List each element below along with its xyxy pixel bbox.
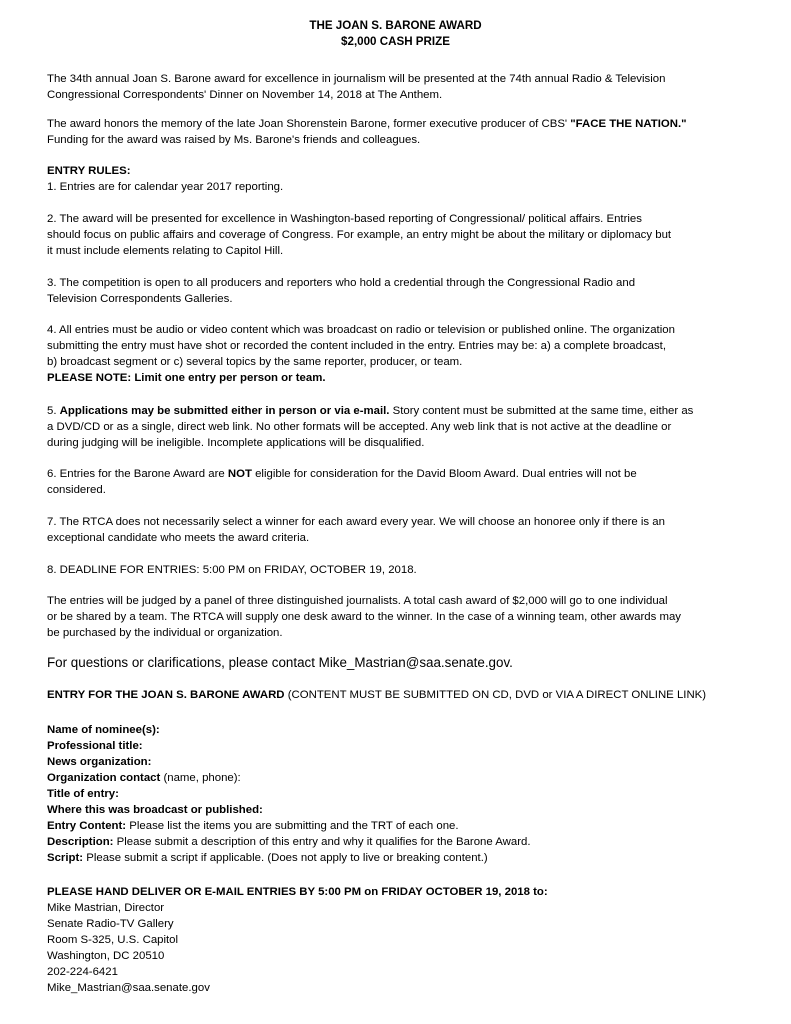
field-description: Description: Please submit a description of this entry and why it qualifies for the Barone Award. <box>47 836 531 848</box>
address-name: Mike Mastrian, Director <box>47 902 165 914</box>
field-organization-contact: Organization contact (name, phone): <box>47 772 241 784</box>
address-email: Mike_Mastrian@saa.senate.gov <box>47 982 210 994</box>
address-phone: 202-224-6421 <box>47 966 118 978</box>
intro-paragraph-1 <box>47 71 747 103</box>
text-line: 2. The award will be presented for excellence in Washington-based reporting of Congressional/ political affairs. Entries <box>47 213 642 225</box>
award-title: THE JOAN S. BARONE AWARD <box>309 19 482 32</box>
field-entry-content: Entry Content: Please list the items you are submitting and the TRT of each one. <box>47 820 459 832</box>
text-line: 4. All entries must be audio or video content which was broadcast on radio or television or published online. The organization <box>47 324 675 336</box>
rule-1: 1. Entries are for calendar year 2017 reporting. <box>47 181 284 193</box>
rule-7 <box>47 514 747 546</box>
judging-paragraph <box>47 593 747 641</box>
text-line: 5. Applications may be submitted either in person or via e-mail. Story content must be submitted at the same time, either as <box>47 405 694 417</box>
text-line: it must include elements relating to Capitol Hill. <box>47 245 284 257</box>
rule-8-deadline: 8. DEADLINE FOR ENTRIES: 5:00 PM on FRIDAY, OCTOBER 19, 2018. <box>47 564 417 576</box>
delivery-address <box>47 900 747 996</box>
address-office: Senate Radio-TV Gallery <box>47 918 174 930</box>
entry-form-heading: ENTRY FOR THE JOAN S. BARONE AWARD (CONTENT MUST BE SUBMITTED ON CD, DVD or VIA A DIRECT ONLINE LINK) <box>47 689 707 701</box>
text-line: b) broadcast segment or c) several topics by the same reporter, producer, or team. <box>47 356 463 368</box>
show-name: "FACE THE NATION." <box>570 118 687 130</box>
address-city: Washington, DC 20510 <box>47 950 165 962</box>
address-room: Room S-325, U.S. Capitol <box>47 934 179 946</box>
rule-3 <box>47 275 747 307</box>
rule-4-note: PLEASE NOTE: Limit one entry per person or team. <box>47 372 326 384</box>
field-title-of-entry: Title of entry: <box>47 788 119 800</box>
entry-rules-heading: ENTRY RULES: <box>47 165 131 177</box>
rule-4 <box>47 322 747 386</box>
text-line: should focus on public affairs and coverage of Congress. For example, an entry might be about the military or diplomacy but <box>47 229 672 241</box>
text-line: The 34th annual Joan S. Barone award for excellence in journalism will be presented at the 74th annual Radio & Television <box>47 73 666 85</box>
field-script: Script: Please submit a script if applicable. (Does not apply to live or breaking content.) <box>47 852 488 864</box>
field-nominee: Name of nominee(s): <box>47 724 160 736</box>
intro-paragraph-2 <box>47 116 747 148</box>
text-line: during judging will be ineligible. Incomplete applications will be disqualified. <box>47 437 425 449</box>
field-where-broadcast: Where this was broadcast or published: <box>47 804 263 816</box>
text-line: be purchased by the individual or organization. <box>47 627 283 639</box>
text-line: 7. The RTCA does not necessarily select a winner for each award every year. We will choose an honoree only if there is an <box>47 516 665 528</box>
entry-form-fields <box>47 722 747 866</box>
text-line: or be shared by a team. The RTCA will supply one desk award to the winner. In the case of a winning team, other awards may <box>47 611 681 623</box>
text-line: exceptional candidate who meets the award criteria. <box>47 532 310 544</box>
field-professional-title: Professional title: <box>47 740 143 752</box>
field-news-organization: News organization: <box>47 756 152 768</box>
award-subtitle: $2,000 CASH PRIZE <box>341 35 450 48</box>
text-line: The entries will be judged by a panel of three distinguished journalists. A total cash award of $2,000 will go to one individual <box>47 595 668 607</box>
text-line: 6. Entries for the Barone Award are NOT eligible for consideration for the David Bloom Award. Dual entries will not be <box>47 468 637 480</box>
text-line: 3. The competition is open to all producers and reporters who hold a credential through the Congressional Radio and <box>47 277 636 289</box>
text-line: Television Correspondents Galleries. <box>47 293 233 305</box>
text-line: a DVD/CD or as a single, direct web link. No other formats will be accepted. Any web link that is not active at the deadline or <box>47 421 672 433</box>
text-line: considered. <box>47 484 106 496</box>
text-line: submitting the entry must have shot or recorded the content included in the entry. Entries may be: a) a complete broadcast, <box>47 340 667 352</box>
rule-2 <box>47 211 747 259</box>
text-line: Congressional Correspondents' Dinner on November 14, 2018 at The Anthem. <box>47 89 443 101</box>
text-line: The award honors the memory of the late Joan Shorenstein Barone, former executive producer of CBS' "FACE THE NATION." <box>47 118 687 130</box>
text-line: Funding for the award was raised by Ms. Barone's friends and colleagues. <box>47 134 421 146</box>
rule-6 <box>47 466 747 498</box>
delivery-heading: PLEASE HAND DELIVER OR E-MAIL ENTRIES BY 5:00 PM on FRIDAY OCTOBER 19, 2018 to: <box>47 886 548 898</box>
rule-5 <box>47 403 747 451</box>
contact-note: For questions or clarifications, please contact Mike_Mastrian@saa.senate.gov. <box>47 655 513 670</box>
